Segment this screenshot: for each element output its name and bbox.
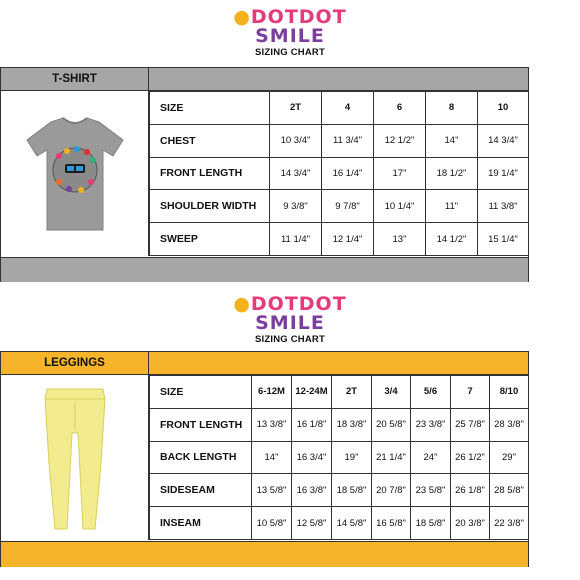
logo-text-smile: SMILE [255, 25, 325, 47]
table-row [150, 124, 529, 157]
tshirt-measurement-cell: 10 3/4" [270, 124, 322, 157]
tshirt-size-4: 10 [478, 92, 529, 125]
tshirt-size-0: 2T [270, 92, 322, 125]
leggings-measurement-cell: 16 1/8" [292, 408, 332, 441]
tshirt-measurement-cell: 15 1/4" [478, 223, 529, 256]
tshirt-size-2: 6 [374, 92, 426, 125]
gray-tshirt-icon [19, 114, 131, 234]
brand-logo-bottom [0, 295, 580, 345]
leggings-row-label: SIDESEAM [150, 474, 252, 507]
logo-text-dotdot: DOTDOT [250, 6, 347, 28]
tshirt-measurement-cell: 14 1/2" [426, 223, 478, 256]
table-row [150, 223, 529, 256]
tshirt-size-header-row [150, 92, 529, 125]
table-row [150, 441, 529, 474]
tshirt-measurement-cell: 9 7/8" [322, 190, 374, 223]
tshirt-size-table [149, 91, 529, 256]
leggings-size-header-row [150, 376, 529, 409]
leggings-sizing-chart [0, 351, 529, 567]
tshirt-measurement-cell: 9 3/8" [270, 190, 322, 223]
table-row [150, 507, 529, 540]
tshirt-measurement-cell: 14" [426, 124, 478, 157]
tshirt-footer-band [1, 257, 528, 282]
sizing-chart-subtitle-2: SIZING CHART [255, 334, 325, 345]
tshirt-row-label: SWEEP [150, 223, 270, 256]
leggings-size-2: 2T [332, 376, 372, 409]
leggings-size-5: 7 [451, 376, 490, 409]
tshirt-measurement-cell: 14 3/4" [478, 124, 529, 157]
leggings-measurement-cell: 25 7/8" [451, 408, 490, 441]
table-row [150, 157, 529, 190]
leggings-size-4: 5/6 [411, 376, 451, 409]
leggings-row-label: INSEAM [150, 507, 252, 540]
tshirt-sizing-chart [0, 67, 529, 282]
logo-text-dotdot-2: DOTDOT [250, 293, 347, 315]
leggings-row-label: FRONT LENGTH [150, 408, 252, 441]
logo-word-dotdot-2: ●DOTDOT [233, 293, 347, 315]
leggings-size-0: 6-12M [252, 376, 292, 409]
leggings-measurement-cell: 18 5/8" [332, 474, 372, 507]
leggings-size-1: 12-24M [292, 376, 332, 409]
leggings-size-3: 3/4 [372, 376, 411, 409]
leggings-measurement-cell: 12 5/8" [292, 507, 332, 540]
tshirt-measurement-cell: 10 1/4" [374, 190, 426, 223]
leggings-header-band [1, 352, 528, 375]
tshirt-section-title: T-SHIRT [1, 68, 149, 90]
leggings-section-title: LEGGINGS [1, 352, 149, 374]
leggings-measurement-cell: 19" [332, 441, 372, 474]
tshirt-size-header-label: SIZE [150, 92, 270, 125]
tshirt-measurement-cell: 11 3/4" [322, 124, 374, 157]
table-row [150, 190, 529, 223]
leggings-size-header-label: SIZE [150, 376, 252, 409]
tshirt-row-label: SHOULDER WIDTH [150, 190, 270, 223]
leggings-measurement-cell: 13 3/8" [252, 408, 292, 441]
leggings-measurement-cell: 18 3/8" [332, 408, 372, 441]
leggings-measurement-cell: 14" [252, 441, 292, 474]
leggings-measurement-cell: 23 5/8" [411, 474, 451, 507]
leggings-measurement-cell: 10 5/8" [252, 507, 292, 540]
leggings-measurement-cell: 23 3/8" [411, 408, 451, 441]
tshirt-measurement-cell: 11 3/8" [478, 190, 529, 223]
leggings-size-table [149, 375, 529, 540]
leggings-measurement-cell: 28 3/8" [490, 408, 529, 441]
leggings-measurement-cell: 26 1/8" [451, 474, 490, 507]
tshirt-measurement-cell: 17" [374, 157, 426, 190]
tshirt-photo [1, 91, 149, 256]
tshirt-row-label: CHEST [150, 124, 270, 157]
table-row [150, 408, 529, 441]
leggings-measurement-cell: 13 5/8" [252, 474, 292, 507]
sizing-chart-subtitle: SIZING CHART [255, 47, 325, 58]
leggings-footer-band [1, 541, 528, 567]
table-row [150, 474, 529, 507]
leggings-measurement-cell: 22 3/8" [490, 507, 529, 540]
leggings-measurement-cell: 20 3/8" [451, 507, 490, 540]
leggings-measurement-cell: 28 5/8" [490, 474, 529, 507]
leggings-measurement-cell: 18 5/8" [411, 507, 451, 540]
leggings-photo [1, 375, 149, 540]
tshirt-size-3: 8 [426, 92, 478, 125]
tshirt-measurement-cell: 11 1/4" [270, 223, 322, 256]
brand-logo-top [0, 8, 580, 58]
leggings-measurement-cell: 20 5/8" [372, 408, 411, 441]
tshirt-measurement-cell: 18 1/2" [426, 157, 478, 190]
leggings-measurement-cell: 14 5/8" [332, 507, 372, 540]
tshirt-measurement-cell: 19 1/4" [478, 157, 529, 190]
leggings-measurement-cell: 16 5/8" [372, 507, 411, 540]
leggings-measurement-cell: 21 1/4" [372, 441, 411, 474]
tshirt-measurement-cell: 12 1/4" [322, 223, 374, 256]
tshirt-row-label: FRONT LENGTH [150, 157, 270, 190]
leggings-row-label: BACK LENGTH [150, 441, 252, 474]
tshirt-measurement-cell: 11" [426, 190, 478, 223]
leggings-measurement-cell: 16 3/8" [292, 474, 332, 507]
leggings-measurement-cell: 20 7/8" [372, 474, 411, 507]
yellow-leggings-icon [35, 383, 115, 533]
leggings-measurement-cell: 24" [411, 441, 451, 474]
tshirt-header-band [1, 68, 528, 91]
leggings-measurement-cell: 26 1/2" [451, 441, 490, 474]
logo-text-smile-2: SMILE [255, 312, 325, 334]
leggings-measurement-cell: 16 3/4" [292, 441, 332, 474]
tshirt-measurement-cell: 16 1/4" [322, 157, 374, 190]
tshirt-measurement-cell: 13" [374, 223, 426, 256]
tshirt-measurement-cell: 12 1/2" [374, 124, 426, 157]
leggings-measurement-cell: 29" [490, 441, 529, 474]
logo-word-dotdot: ●DOTDOT [233, 6, 347, 28]
leggings-size-6: 8/10 [490, 376, 529, 409]
tshirt-size-1: 4 [322, 92, 374, 125]
tshirt-measurement-cell: 14 3/4" [270, 157, 322, 190]
